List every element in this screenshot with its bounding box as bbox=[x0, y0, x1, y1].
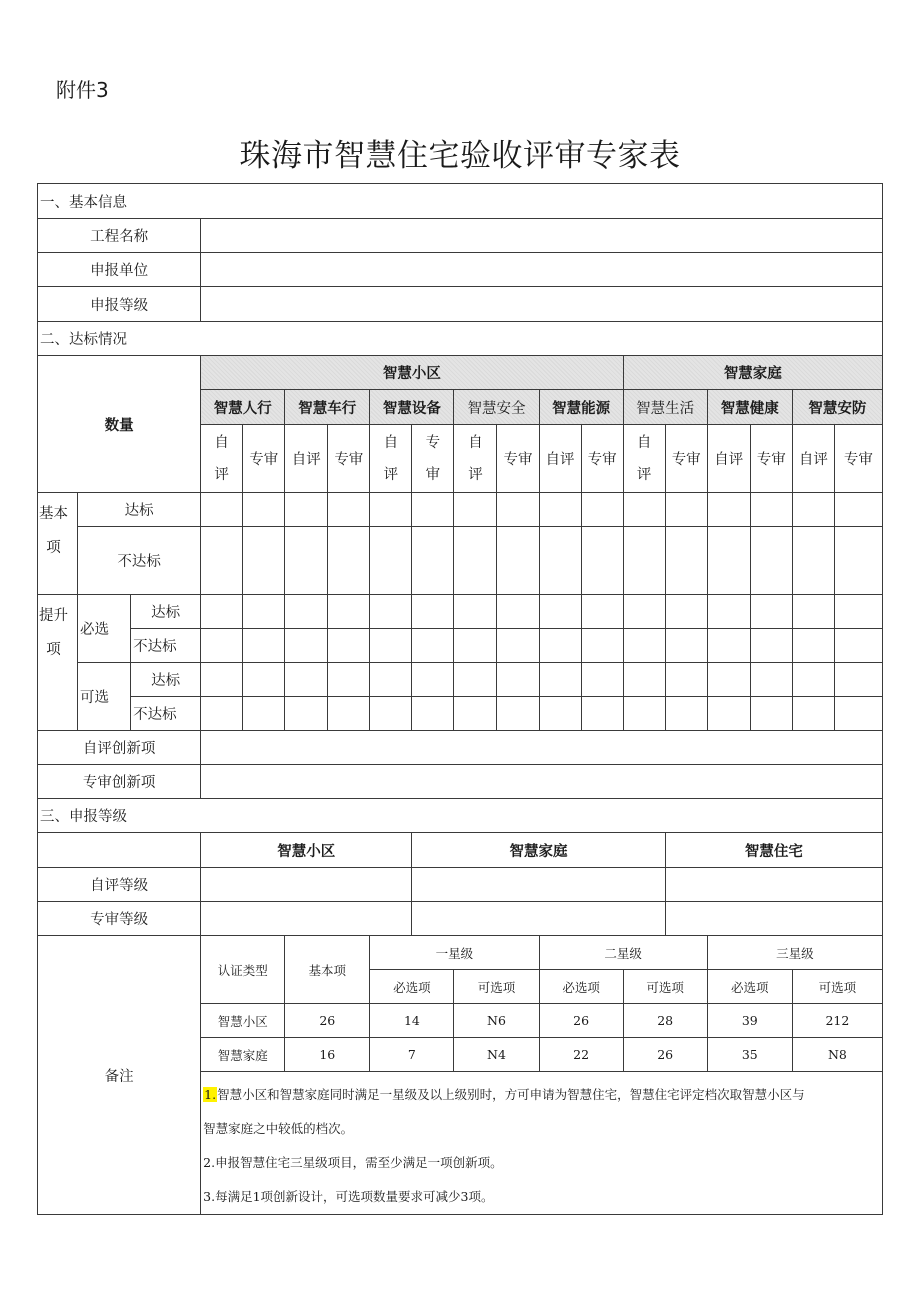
input-cell[interactable] bbox=[243, 527, 285, 595]
input-cell[interactable] bbox=[539, 595, 581, 629]
required-header: 必选项 bbox=[370, 970, 454, 1004]
input-cell[interactable] bbox=[834, 663, 882, 697]
pass-label: 达标 bbox=[131, 595, 201, 629]
input-cell[interactable] bbox=[285, 629, 328, 663]
expert-grade-residence[interactable] bbox=[665, 902, 882, 936]
input-cell[interactable] bbox=[454, 527, 497, 595]
cert-type-header: 认证类型 bbox=[201, 936, 285, 1004]
input-cell[interactable] bbox=[497, 663, 539, 697]
input-cell[interactable] bbox=[285, 663, 328, 697]
input-cell[interactable] bbox=[454, 595, 497, 629]
fail-label: 不达标 bbox=[131, 697, 201, 731]
optional-label: 可选 bbox=[78, 663, 131, 731]
input-cell[interactable] bbox=[497, 527, 539, 595]
input-cell[interactable] bbox=[201, 595, 243, 629]
input-cell[interactable] bbox=[665, 663, 707, 697]
required-label: 必选 bbox=[78, 595, 131, 663]
note-2: 2.申报智慧住宅三星级项目，需至少满足一项创新项。 bbox=[203, 1155, 503, 1170]
input-cell[interactable] bbox=[328, 697, 370, 731]
required-header: 必选项 bbox=[539, 970, 623, 1004]
input-cell[interactable] bbox=[581, 493, 623, 527]
upgrade-items-label: 提升项 bbox=[38, 595, 78, 731]
value-cell: 35 bbox=[707, 1038, 792, 1072]
input-cell[interactable] bbox=[243, 697, 285, 731]
input-cell[interactable] bbox=[750, 527, 792, 595]
remarks-notes bbox=[201, 1072, 883, 1215]
eval-expert-header: 专审 bbox=[412, 425, 454, 493]
input-cell[interactable] bbox=[665, 629, 707, 663]
input-cell[interactable] bbox=[707, 629, 750, 663]
self-grade-label: 自评等级 bbox=[38, 868, 201, 902]
eval-self-header: 自评 bbox=[539, 425, 581, 493]
input-cell[interactable] bbox=[201, 493, 243, 527]
eval-expert-header: 专审 bbox=[750, 425, 792, 493]
input-cell[interactable] bbox=[834, 595, 882, 629]
apply-level-field[interactable] bbox=[201, 287, 883, 322]
input-cell[interactable] bbox=[285, 697, 328, 731]
basic-items-label: 基本项 bbox=[38, 493, 78, 595]
page-title: 珠海市智慧住宅验收评审专家表 bbox=[239, 138, 681, 174]
input-cell[interactable] bbox=[412, 527, 454, 595]
input-cell[interactable] bbox=[665, 493, 707, 527]
value-cell: 14 bbox=[370, 1004, 454, 1038]
expert-review-form bbox=[37, 183, 883, 1215]
input-cell[interactable] bbox=[750, 697, 792, 731]
applicant-field[interactable] bbox=[201, 253, 883, 287]
input-cell[interactable] bbox=[665, 527, 707, 595]
required-pass-row bbox=[38, 595, 883, 629]
category-header: 智慧安防 bbox=[792, 390, 882, 425]
attachment-label: 附件3 bbox=[56, 78, 109, 102]
fail-label: 不达标 bbox=[131, 629, 201, 663]
self-grade-residence[interactable] bbox=[665, 868, 882, 902]
section1-heading: 一、基本信息 bbox=[38, 184, 883, 219]
self-grade-community[interactable] bbox=[201, 868, 412, 902]
input-cell[interactable] bbox=[792, 629, 834, 663]
category-header: 智慧车行 bbox=[285, 390, 370, 425]
input-cell[interactable] bbox=[581, 595, 623, 629]
input-cell[interactable] bbox=[328, 663, 370, 697]
category-header: 智慧生活 bbox=[623, 390, 707, 425]
eval-expert-header: 专审 bbox=[581, 425, 623, 493]
input-cell[interactable] bbox=[370, 663, 412, 697]
basic-pass-row bbox=[38, 493, 883, 527]
group-home: 智慧家庭 bbox=[623, 356, 882, 390]
input-cell[interactable] bbox=[539, 697, 581, 731]
value-cell: N6 bbox=[454, 1004, 539, 1038]
eval-self-header: 自评 bbox=[201, 425, 243, 493]
self-innovation-field[interactable] bbox=[201, 731, 883, 765]
input-cell[interactable] bbox=[370, 629, 412, 663]
input-cell[interactable] bbox=[243, 493, 285, 527]
grade-col-residence: 智慧住宅 bbox=[665, 833, 882, 868]
input-cell[interactable] bbox=[201, 663, 243, 697]
cert-type-cell: 智慧小区 bbox=[201, 1004, 285, 1038]
input-cell[interactable] bbox=[750, 493, 792, 527]
pass-label: 达标 bbox=[78, 493, 201, 527]
input-cell[interactable] bbox=[539, 493, 581, 527]
input-cell[interactable] bbox=[623, 595, 665, 629]
input-cell[interactable] bbox=[623, 663, 665, 697]
value-cell: 7 bbox=[370, 1038, 454, 1072]
pass-label: 达标 bbox=[131, 663, 201, 697]
input-cell[interactable] bbox=[707, 595, 750, 629]
grade-col-community: 智慧小区 bbox=[201, 833, 412, 868]
value-cell: N8 bbox=[792, 1038, 882, 1072]
note-1-text: 智慧小区和智慧家庭同时满足一星级及以上级别时，方可申请为智慧住宅，智慧住宅评定档次取智慧小区与 bbox=[217, 1087, 805, 1102]
eval-expert-header: 专审 bbox=[665, 425, 707, 493]
expert-grade-home[interactable] bbox=[412, 902, 665, 936]
input-cell[interactable] bbox=[454, 629, 497, 663]
input-cell[interactable] bbox=[539, 527, 581, 595]
eval-self-header: 自评 bbox=[792, 425, 834, 493]
eval-self-header: 自评 bbox=[707, 425, 750, 493]
input-cell[interactable] bbox=[623, 629, 665, 663]
input-cell[interactable] bbox=[834, 697, 882, 731]
input-cell[interactable] bbox=[581, 663, 623, 697]
input-cell[interactable] bbox=[370, 595, 412, 629]
input-cell[interactable] bbox=[412, 663, 454, 697]
input-cell[interactable] bbox=[243, 595, 285, 629]
note-1-number: 1. bbox=[204, 1087, 217, 1102]
optional-fail-row bbox=[38, 697, 883, 731]
value-cell: 28 bbox=[623, 1004, 707, 1038]
cert-type-cell: 智慧家庭 bbox=[201, 1038, 285, 1072]
input-cell[interactable] bbox=[750, 629, 792, 663]
quantity-label: 数量 bbox=[38, 356, 201, 493]
input-cell[interactable] bbox=[539, 663, 581, 697]
optional-header: 可选项 bbox=[792, 970, 882, 1004]
input-cell[interactable] bbox=[792, 697, 834, 731]
input-cell[interactable] bbox=[750, 663, 792, 697]
star3-header: 三星级 bbox=[707, 936, 882, 970]
value-cell: 26 bbox=[539, 1004, 623, 1038]
input-cell[interactable] bbox=[454, 493, 497, 527]
expert-innovation-label: 专审创新项 bbox=[38, 765, 201, 799]
input-cell[interactable] bbox=[285, 493, 328, 527]
input-cell[interactable] bbox=[581, 697, 623, 731]
input-cell[interactable] bbox=[707, 527, 750, 595]
self-grade-home[interactable] bbox=[412, 868, 665, 902]
input-cell[interactable] bbox=[834, 629, 882, 663]
remarks-label: 备注 bbox=[38, 936, 201, 1215]
project-name-field[interactable] bbox=[201, 219, 883, 253]
expert-grade-community[interactable] bbox=[201, 902, 412, 936]
input-cell[interactable] bbox=[497, 595, 539, 629]
eval-self-header: 自评 bbox=[454, 425, 497, 493]
input-cell[interactable] bbox=[834, 493, 882, 527]
value-cell: 22 bbox=[539, 1038, 623, 1072]
input-cell[interactable] bbox=[707, 493, 750, 527]
input-cell[interactable] bbox=[665, 697, 707, 731]
input-cell[interactable] bbox=[370, 527, 412, 595]
note-1 bbox=[203, 1078, 882, 1112]
eval-expert-header: 专审 bbox=[497, 425, 539, 493]
basic-fail-row bbox=[38, 527, 883, 595]
value-cell: N4 bbox=[454, 1038, 539, 1072]
eval-self-header: 自评 bbox=[285, 425, 328, 493]
self-innovation-label: 自评创新项 bbox=[38, 731, 201, 765]
input-cell[interactable] bbox=[750, 595, 792, 629]
input-cell[interactable] bbox=[243, 629, 285, 663]
star1-header: 一星级 bbox=[370, 936, 539, 970]
input-cell[interactable] bbox=[792, 527, 834, 595]
input-cell[interactable] bbox=[328, 493, 370, 527]
category-header: 智慧安全 bbox=[454, 390, 539, 425]
expert-grade-label: 专审等级 bbox=[38, 902, 201, 936]
basic-items-header: 基本项 bbox=[285, 936, 370, 1004]
input-cell[interactable] bbox=[623, 697, 665, 731]
value-cell: 26 bbox=[285, 1004, 370, 1038]
input-cell[interactable] bbox=[412, 493, 454, 527]
grade-col-home: 智慧家庭 bbox=[412, 833, 665, 868]
input-cell[interactable] bbox=[581, 527, 623, 595]
input-cell[interactable] bbox=[707, 697, 750, 731]
input-cell[interactable] bbox=[328, 595, 370, 629]
note-1-continued: 智慧家庭之中较低的档次。 bbox=[203, 1121, 354, 1136]
category-header: 智慧健康 bbox=[707, 390, 792, 425]
fail-label: 不达标 bbox=[78, 527, 201, 595]
input-cell[interactable] bbox=[370, 493, 412, 527]
category-header: 智慧能源 bbox=[539, 390, 623, 425]
group-community: 智慧小区 bbox=[201, 356, 623, 390]
input-cell[interactable] bbox=[497, 493, 539, 527]
star2-header: 二星级 bbox=[539, 936, 707, 970]
input-cell[interactable] bbox=[665, 595, 707, 629]
input-cell[interactable] bbox=[581, 629, 623, 663]
input-cell[interactable] bbox=[454, 697, 497, 731]
required-header: 必选项 bbox=[707, 970, 792, 1004]
applicant-label: 申报单位 bbox=[38, 253, 201, 287]
input-cell[interactable] bbox=[243, 663, 285, 697]
input-cell[interactable] bbox=[412, 629, 454, 663]
input-cell[interactable] bbox=[328, 527, 370, 595]
input-cell[interactable] bbox=[201, 629, 243, 663]
project-name-label: 工程名称 bbox=[38, 219, 201, 253]
input-cell[interactable] bbox=[285, 527, 328, 595]
section3-heading: 三、申报等级 bbox=[38, 799, 883, 833]
input-cell[interactable] bbox=[328, 629, 370, 663]
input-cell[interactable] bbox=[285, 595, 328, 629]
category-header: 智慧人行 bbox=[201, 390, 285, 425]
input-cell[interactable] bbox=[834, 527, 882, 595]
category-header: 智慧设备 bbox=[370, 390, 454, 425]
input-cell[interactable] bbox=[497, 629, 539, 663]
expert-innovation-field[interactable] bbox=[201, 765, 883, 799]
input-cell[interactable] bbox=[539, 629, 581, 663]
eval-expert-header: 专审 bbox=[243, 425, 285, 493]
input-cell[interactable] bbox=[792, 663, 834, 697]
input-cell[interactable] bbox=[370, 697, 412, 731]
input-cell[interactable] bbox=[454, 663, 497, 697]
blank-cell bbox=[38, 833, 201, 868]
optional-pass-row bbox=[38, 663, 883, 697]
value-cell: 39 bbox=[707, 1004, 792, 1038]
input-cell[interactable] bbox=[792, 493, 834, 527]
input-cell[interactable] bbox=[412, 697, 454, 731]
eval-self-header: 自评 bbox=[370, 425, 412, 493]
apply-level-label: 申报等级 bbox=[38, 287, 201, 322]
input-cell[interactable] bbox=[412, 595, 454, 629]
optional-header: 可选项 bbox=[454, 970, 539, 1004]
input-cell[interactable] bbox=[201, 697, 243, 731]
eval-self-header: 自评 bbox=[623, 425, 665, 493]
value-cell: 26 bbox=[623, 1038, 707, 1072]
input-cell[interactable] bbox=[623, 493, 665, 527]
value-cell: 212 bbox=[792, 1004, 882, 1038]
input-cell[interactable] bbox=[623, 527, 665, 595]
eval-expert-header: 专审 bbox=[834, 425, 882, 493]
eval-expert-header: 专审 bbox=[328, 425, 370, 493]
input-cell[interactable] bbox=[201, 527, 243, 595]
section2-heading: 二、达标情况 bbox=[38, 322, 883, 356]
input-cell[interactable] bbox=[497, 697, 539, 731]
value-cell: 16 bbox=[285, 1038, 370, 1072]
input-cell[interactable] bbox=[792, 595, 834, 629]
optional-header: 可选项 bbox=[623, 970, 707, 1004]
required-fail-row bbox=[38, 629, 883, 663]
input-cell[interactable] bbox=[707, 663, 750, 697]
note-3: 3.每满足1项创新设计，可选项数量要求可减少3项。 bbox=[203, 1189, 494, 1204]
